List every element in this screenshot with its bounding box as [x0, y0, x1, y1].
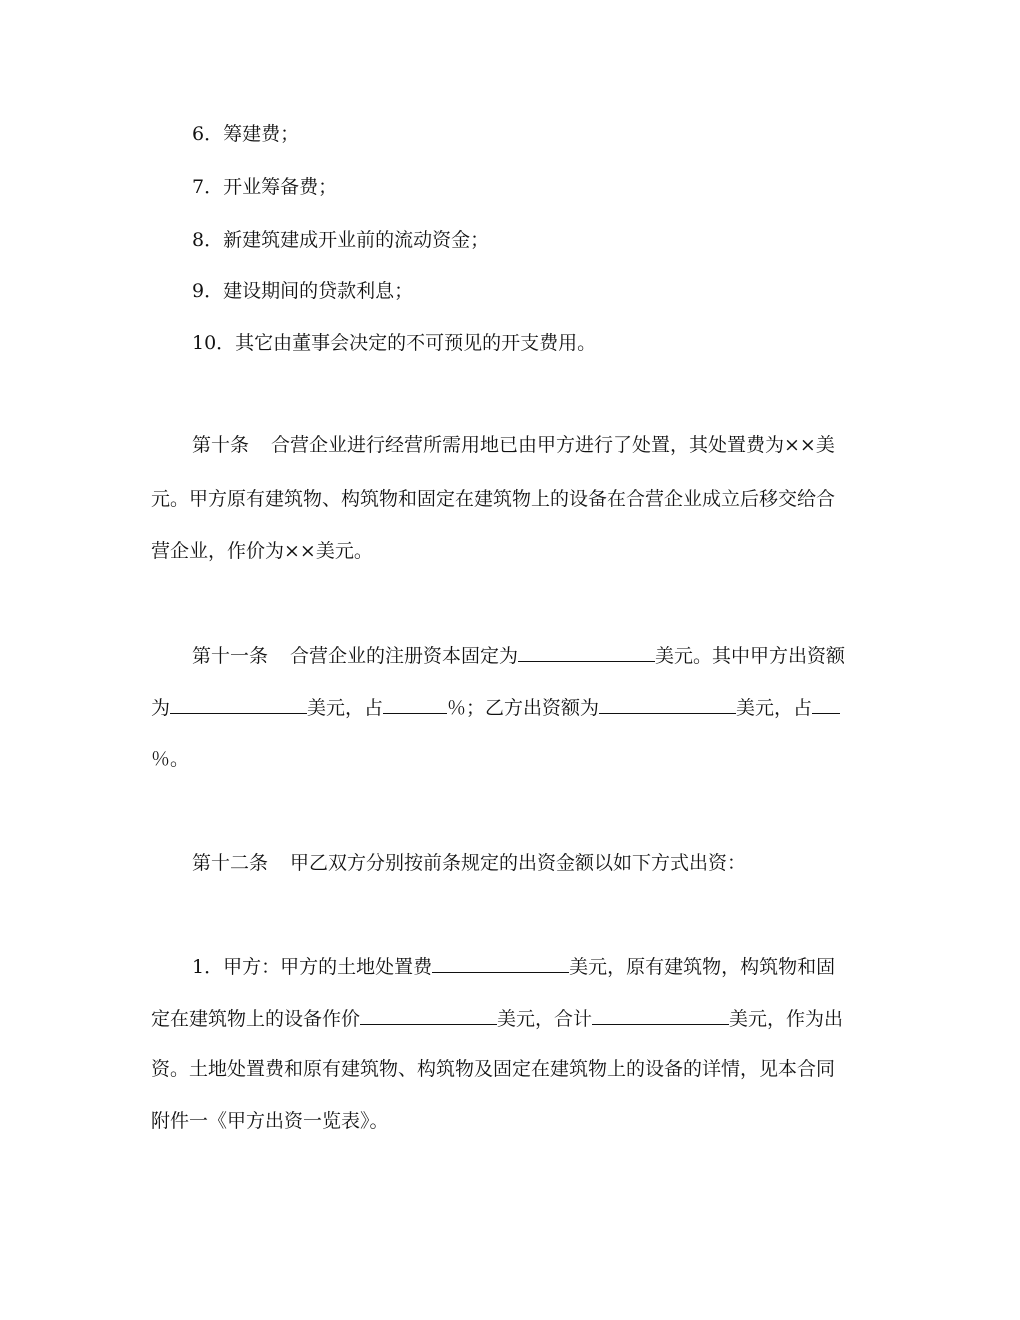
- article-12-line-1: [192, 851, 746, 875]
- land-fee-blank: [432, 954, 569, 973]
- party-a-percent-blank: [383, 695, 447, 714]
- article-11-text-2a: 为: [151, 697, 171, 719]
- equipment-value-blank: [360, 1006, 497, 1025]
- clause-1-line-4: 附件一《甲方出资一览表》。: [151, 1110, 389, 1132]
- clause-1-text-1b: 美元，原有建筑物，构筑物和固: [569, 956, 836, 978]
- article-11-line-2: [151, 695, 840, 720]
- registered-capital-blank: [518, 643, 655, 662]
- list-item-6: 6．筹建费；: [192, 123, 300, 145]
- clause-1-text-2c: 美元，作为出: [729, 1008, 844, 1030]
- party-a-amount-blank: [170, 695, 307, 714]
- list-item-9: 9．建设期间的贷款利息；: [192, 280, 414, 302]
- article-10-heading: 第十条: [192, 434, 250, 456]
- list-item-10: 10．其它由董事会决定的不可预见的开支费用。: [192, 332, 597, 354]
- clause-1-text-2b: 美元，合计: [497, 1008, 593, 1030]
- article-11-line-1: [192, 643, 845, 668]
- article-10-line-3: 营企业，作价为××美元。: [151, 540, 373, 562]
- list-item-8: 8．新建筑建成开业前的流动资金；: [192, 229, 490, 251]
- article-11-text-2c: ％；乙方出资额为: [447, 697, 600, 719]
- article-12-heading: 第十二条: [192, 852, 269, 874]
- article-10-line-1: [192, 433, 835, 457]
- article-11-text-1b: 美元。其中甲方出资额: [655, 645, 846, 667]
- article-11-heading: 第十一条: [192, 645, 269, 667]
- clause-1-line-3: 资。土地处置费和原有建筑物、构筑物及固定在建筑物上的设备的详情，见本合同: [151, 1058, 836, 1080]
- article-10-line-2: 元。甲方原有建筑物、构筑物和固定在建筑物上的设备在合营企业成立后移交给合: [151, 488, 836, 510]
- clause-1-text-2a: 定在建筑物上的设备作价: [151, 1008, 361, 1030]
- total-blank: [592, 1006, 729, 1025]
- party-b-amount-blank: [599, 695, 736, 714]
- list-item-7: 7．开业筹备费；: [192, 176, 338, 198]
- clause-1-text-1a: 1．甲方：甲方的土地处置费: [192, 956, 433, 978]
- article-12-text: 甲乙双方分别按前条规定的出资金额以如下方式出资：: [290, 852, 747, 874]
- article-11-text-2b: 美元，占: [307, 697, 384, 719]
- article-11-text-2d: 美元，占: [736, 697, 813, 719]
- article-11-line-3: ％。: [151, 748, 190, 770]
- article-11-text-1a: 合营企业的注册资本固定为: [290, 645, 519, 667]
- article-10-text-1: 合营企业进行经营所需用地已由甲方进行了处置，其处置费为××美: [271, 434, 835, 456]
- clause-1-line-1: [192, 954, 835, 979]
- party-b-percent-blank: [812, 695, 840, 714]
- clause-1-line-2: [151, 1006, 843, 1031]
